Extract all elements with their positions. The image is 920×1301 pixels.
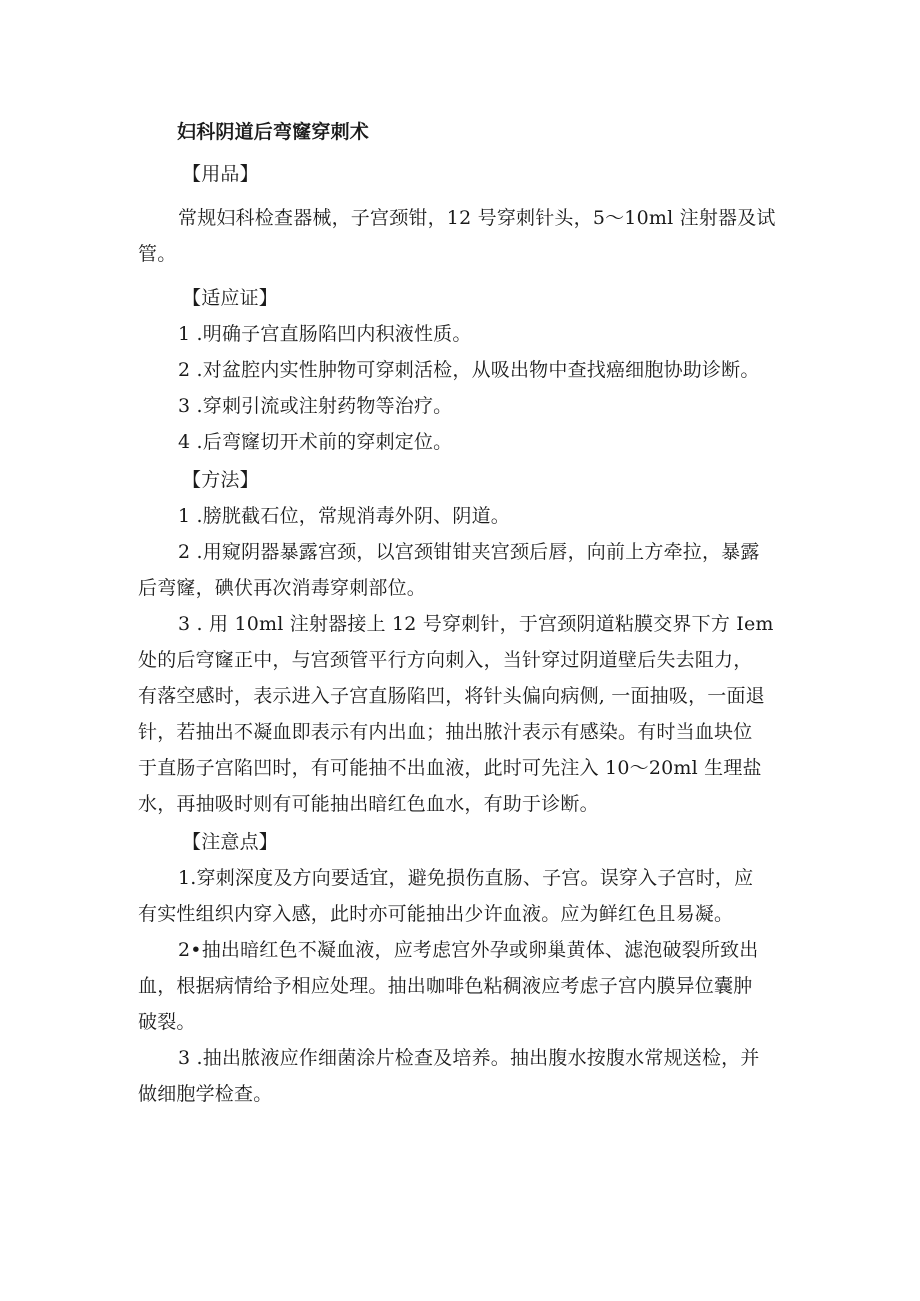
section-heading-indications: 【适应证】: [182, 287, 279, 309]
note-3-line: 3 .抽出脓液应作细菌涂片检查及培养。抽出腹水按腹水常规送检，并: [178, 1047, 760, 1069]
method-step-3-line: 有落空感时，表示进入子宫直肠陷凹，将针头偏向病侧, 一面抽吸，一面退: [138, 685, 765, 707]
note-1-line: 有实性组织内穿入感，此时亦可能抽出少许血液。应为鲜红色且易凝。: [138, 903, 734, 925]
indication-item: 2 .对盆腔内实性肿物可穿刺活检，从吸出物中查找癌细胞协助诊断。: [178, 359, 760, 381]
indication-item: 1 .明确子宫直肠陷凹内积液性质。: [178, 323, 472, 345]
indication-item: 4 .后弯窿切开术前的穿刺定位。: [178, 431, 453, 453]
method-step-2-line: 后弯窿，碘伏再次消毒穿刺部位。: [138, 577, 427, 599]
supplies-paragraph-line: 常规妇科检查器械，子宫颈钳，12 号穿刺针头，5～10ml 注射器及试: [178, 207, 776, 229]
method-step-3-line: 3 . 用 10ml 注射器接上 12 号穿刺针，于宫颈阴道粘膜交界下方 Iem: [178, 613, 774, 635]
method-step-2-line: 2 .用窥阴器暴露宫颈，以宫颈钳钳夹宫颈后唇，向前上方牵拉，暴露: [178, 541, 760, 563]
document-body: [138, 114, 788, 1112]
supplies-paragraph-line: 管。: [138, 243, 177, 265]
note-1-line: 1.穿刺深度及方向要适宜，避免损伤直肠、子宫。误穿入子宫时，应: [178, 867, 754, 889]
indication-item: 3 .穿刺引流或注射药物等治疗。: [178, 395, 453, 417]
document-title: 妇科阴道后弯窿穿刺术: [177, 121, 370, 143]
method-step-1: 1 .膀胱截石位，常规消毒外阴、阴道。: [178, 505, 510, 527]
note-2-line: 2•抽出暗红色不凝血液，应考虑宫外孕或卵巢黄体、滤泡破裂所致出: [178, 939, 759, 961]
section-heading-notes: 【注意点】: [182, 831, 279, 853]
method-step-3-line: 水，再抽吸时则有可能抽出暗红色血水，有助于诊断。: [138, 793, 599, 815]
section-heading-supplies: 【用品】: [182, 163, 259, 185]
method-step-3-line: 处的后穹窿正中，与宫颈管平行方向刺入，当针穿过阴道壁后失去阻力，: [138, 649, 753, 671]
method-step-3-line: 针，若抽出不凝血即表示有内出血；抽出脓汁表示有感染。有时当血块位: [138, 721, 753, 743]
section-heading-method: 【方法】: [182, 469, 259, 491]
note-2-line: 破裂。: [138, 1011, 196, 1033]
note-2-line: 血，根据病情给予相应处理。抽出咖啡色粘稠液应考虑子宫内膜异位囊肿: [138, 975, 753, 997]
note-3-line: 做细胞学检查。: [138, 1083, 273, 1105]
method-step-3-line: 于直肠子宫陷凹时，有可能抽不出血液，此时可先注入 10～20ml 生理盐: [138, 757, 762, 779]
